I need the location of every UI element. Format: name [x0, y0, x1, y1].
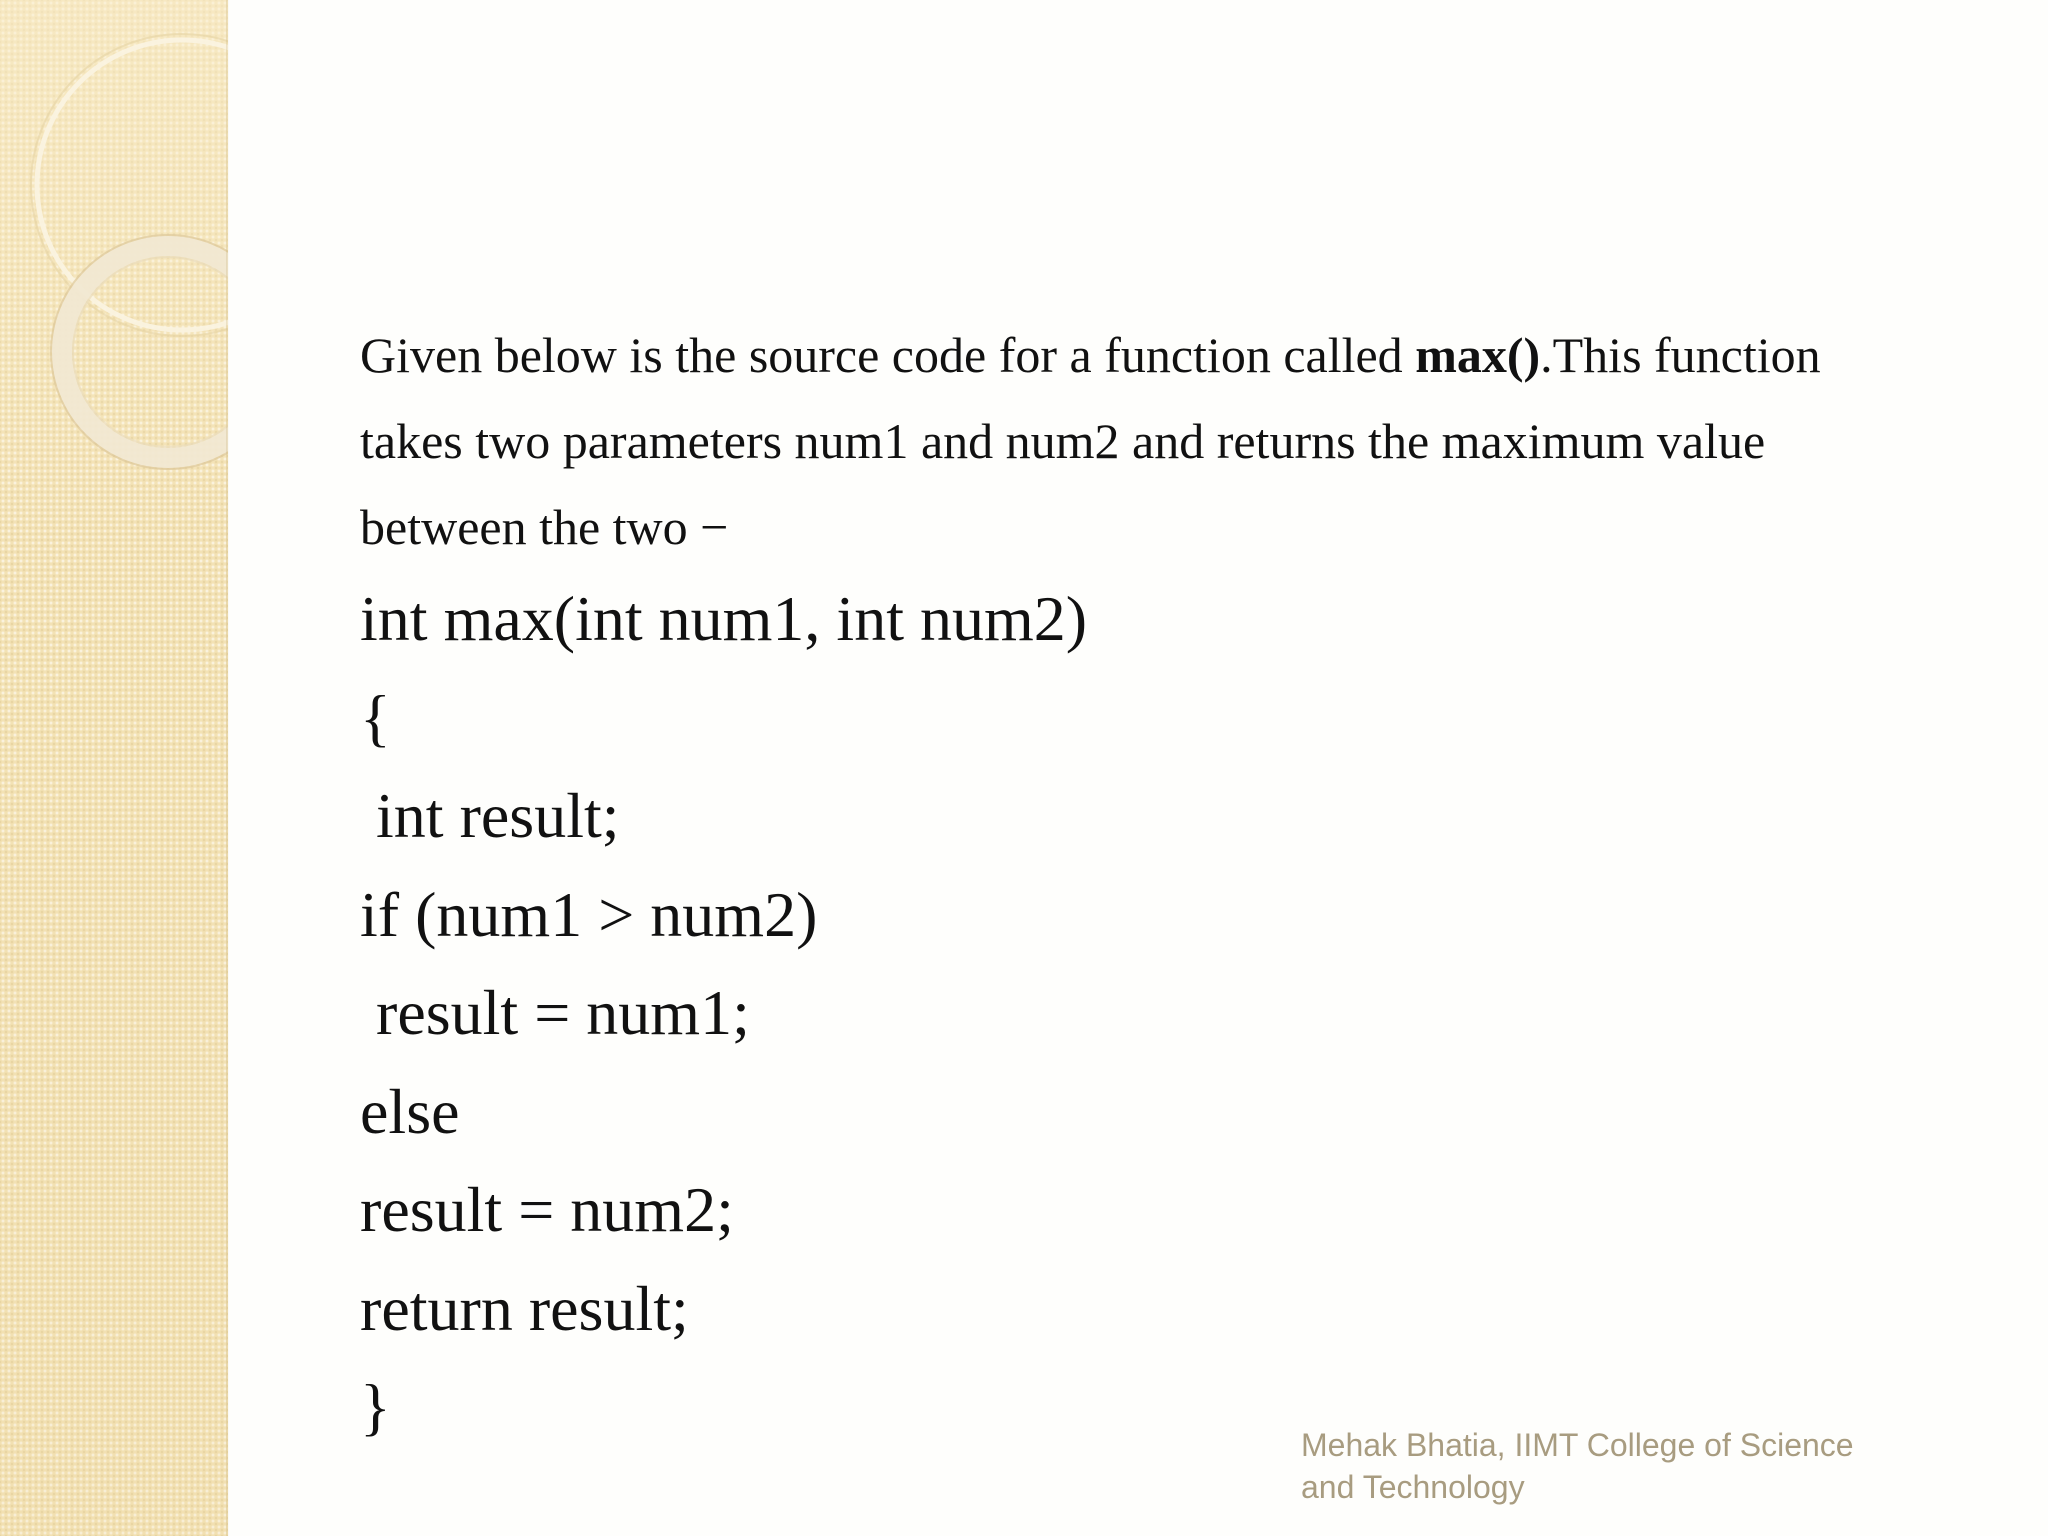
decorative-side-panel — [0, 0, 228, 1536]
code-line: return result; — [360, 1272, 689, 1344]
code-line: else — [360, 1075, 460, 1147]
code-line: } — [360, 1371, 391, 1442]
footer-credit — [1301, 1424, 1941, 1508]
slide-content — [360, 312, 1920, 1457]
intro-text-end: .This function takes two parameters num1 and num2 and returns the maximum value between the two − — [360, 327, 1821, 555]
code-line: { — [360, 681, 391, 753]
code-line: result = num2; — [360, 1174, 734, 1245]
decorative-rings-graphic — [0, 0, 228, 520]
code-line: if (num1 > num2) — [360, 878, 818, 950]
function-name: max() — [1415, 327, 1541, 383]
code-block — [360, 570, 1920, 1457]
code-line: int result; — [360, 780, 620, 851]
code-line: int max(int num1, int num2) — [360, 583, 1088, 654]
code-line: result = num1; — [360, 977, 750, 1048]
intro-text-start: Given below is the source code for a function called — [360, 327, 1416, 383]
footer-line: and Technology — [1301, 1469, 1525, 1505]
footer-line: Mehak Bhatia, IIMT College of Science — [1301, 1427, 1854, 1463]
intro-paragraph — [360, 312, 1920, 570]
side-panel-edge — [226, 0, 229, 1536]
